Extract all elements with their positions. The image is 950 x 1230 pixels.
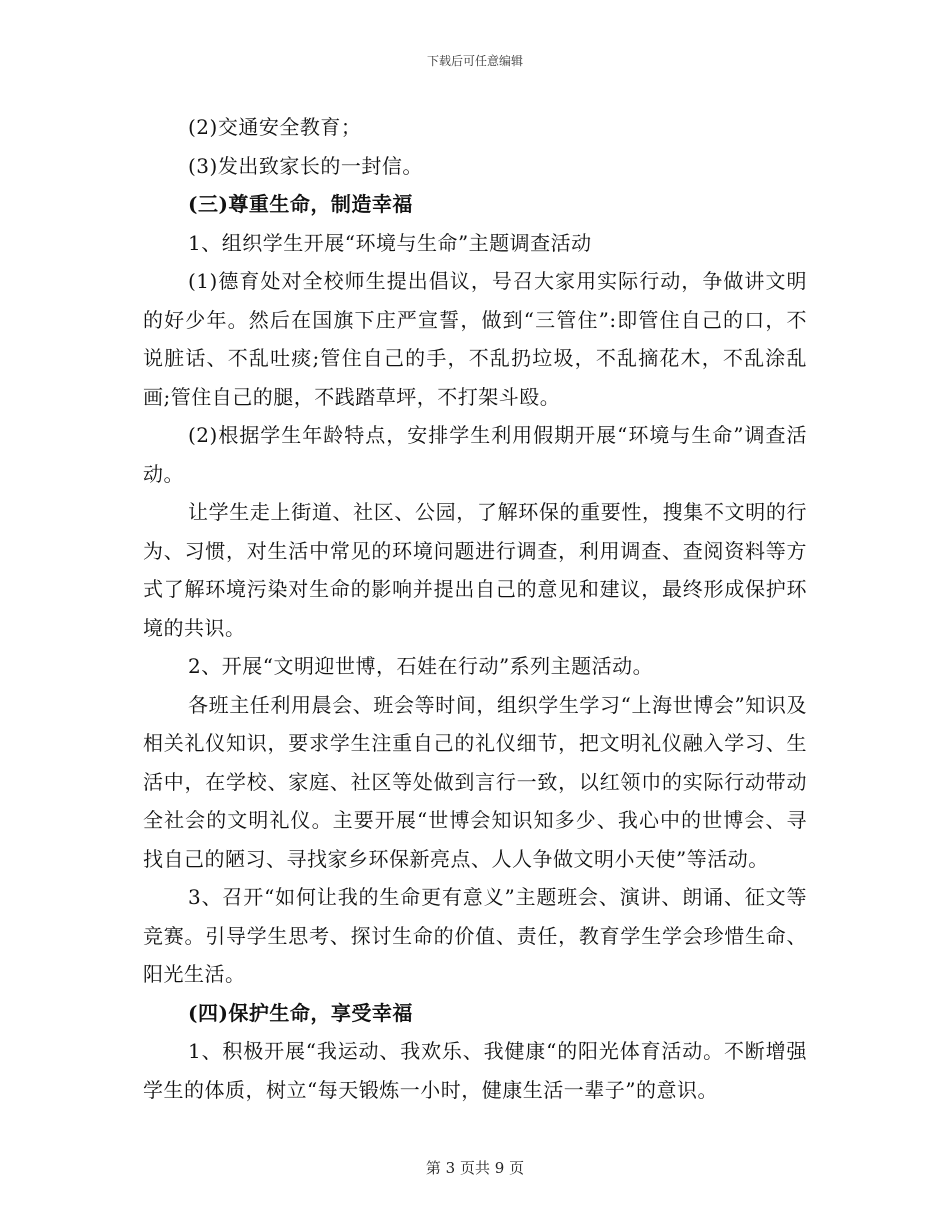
paragraph-initiative: (1)德育处对全校师生提出倡议，号召大家用实际行动，争做讲文明的好少年。然后在国旗下庄严宣誓，做到“三管住”:即管住自己的口，不说脏话、不乱吐痰;管住自己的手，不乱扔垃圾，不乱摘花木，不乱涂乱画;管住自己的腿，不践踏草坪，不打架斗殴。 (143, 269, 807, 409)
item-expo-activity: 2、开展“文明迎世博，石娃在行动”系列主题活动。 (188, 654, 654, 678)
paragraph-community-investigation: 让学生走上街道、社区、公园，了解环保的重要性，搜集不文明的行为、习惯，对生活中常见的环境问题进行调查，利用调查、查阅资料等方式了解环境污染对生命的影响并提出自己的意见和建议，最终形成保护环境的共识。 (143, 500, 807, 640)
page-number-footer: 第 3 页共 9 页 (425, 1159, 525, 1177)
section-heading-respect-life: (三)尊重生命，制造幸福 (188, 192, 413, 216)
section-heading-protect-life: (四)保护生命，享受幸福 (188, 1000, 413, 1025)
document-body (143, 108, 807, 1109)
item-class-meeting: 3、召开“如何让我的生命更有意义”主题班会、演讲、朗诵、征文等竞赛。引导学生思考、探讨生命的价值、责任，教育学生学会珍惜生命、阳光生活。 (143, 885, 807, 986)
list-item-parent-letter: (3)发出致家长的一封信。 (188, 153, 423, 178)
list-item-traffic-safety: (2)交通安全教育； (188, 115, 362, 139)
paragraph-holiday-survey: (2)根据学生年龄特点，安排学生利用假期开展“环境与生命”调查活动。 (143, 423, 807, 486)
item-environment-survey: 1、组织学生开展“环境与生命”主题调查活动 (188, 230, 592, 255)
paragraph-etiquette: 各班主任利用晨会、班会等时间，组织学生学习“上海世博会”知识及相关礼仪知识，要求学生注重自己的礼仪细节，把文明礼仪融入学习、生活中，在学校、家庭、社区等处做到言行一致，以红领巾的实际行动带动全社会的文明礼仪。主要开展“世博会知识知多少、我心中的世博会、寻找自己的陋习、寻找家乡环保新亮点、人人争做文明小天使”等活动。 (143, 692, 807, 871)
page-header-note: 下载后可任意编辑 (426, 54, 523, 68)
item-sports-activity: 1、积极开展“我运动、我欢乐、我健康“的阳光体育活动。不断增强学生的体质，树立“每天锻炼一小时，健康生活一辈子”的意识。 (143, 1039, 807, 1102)
